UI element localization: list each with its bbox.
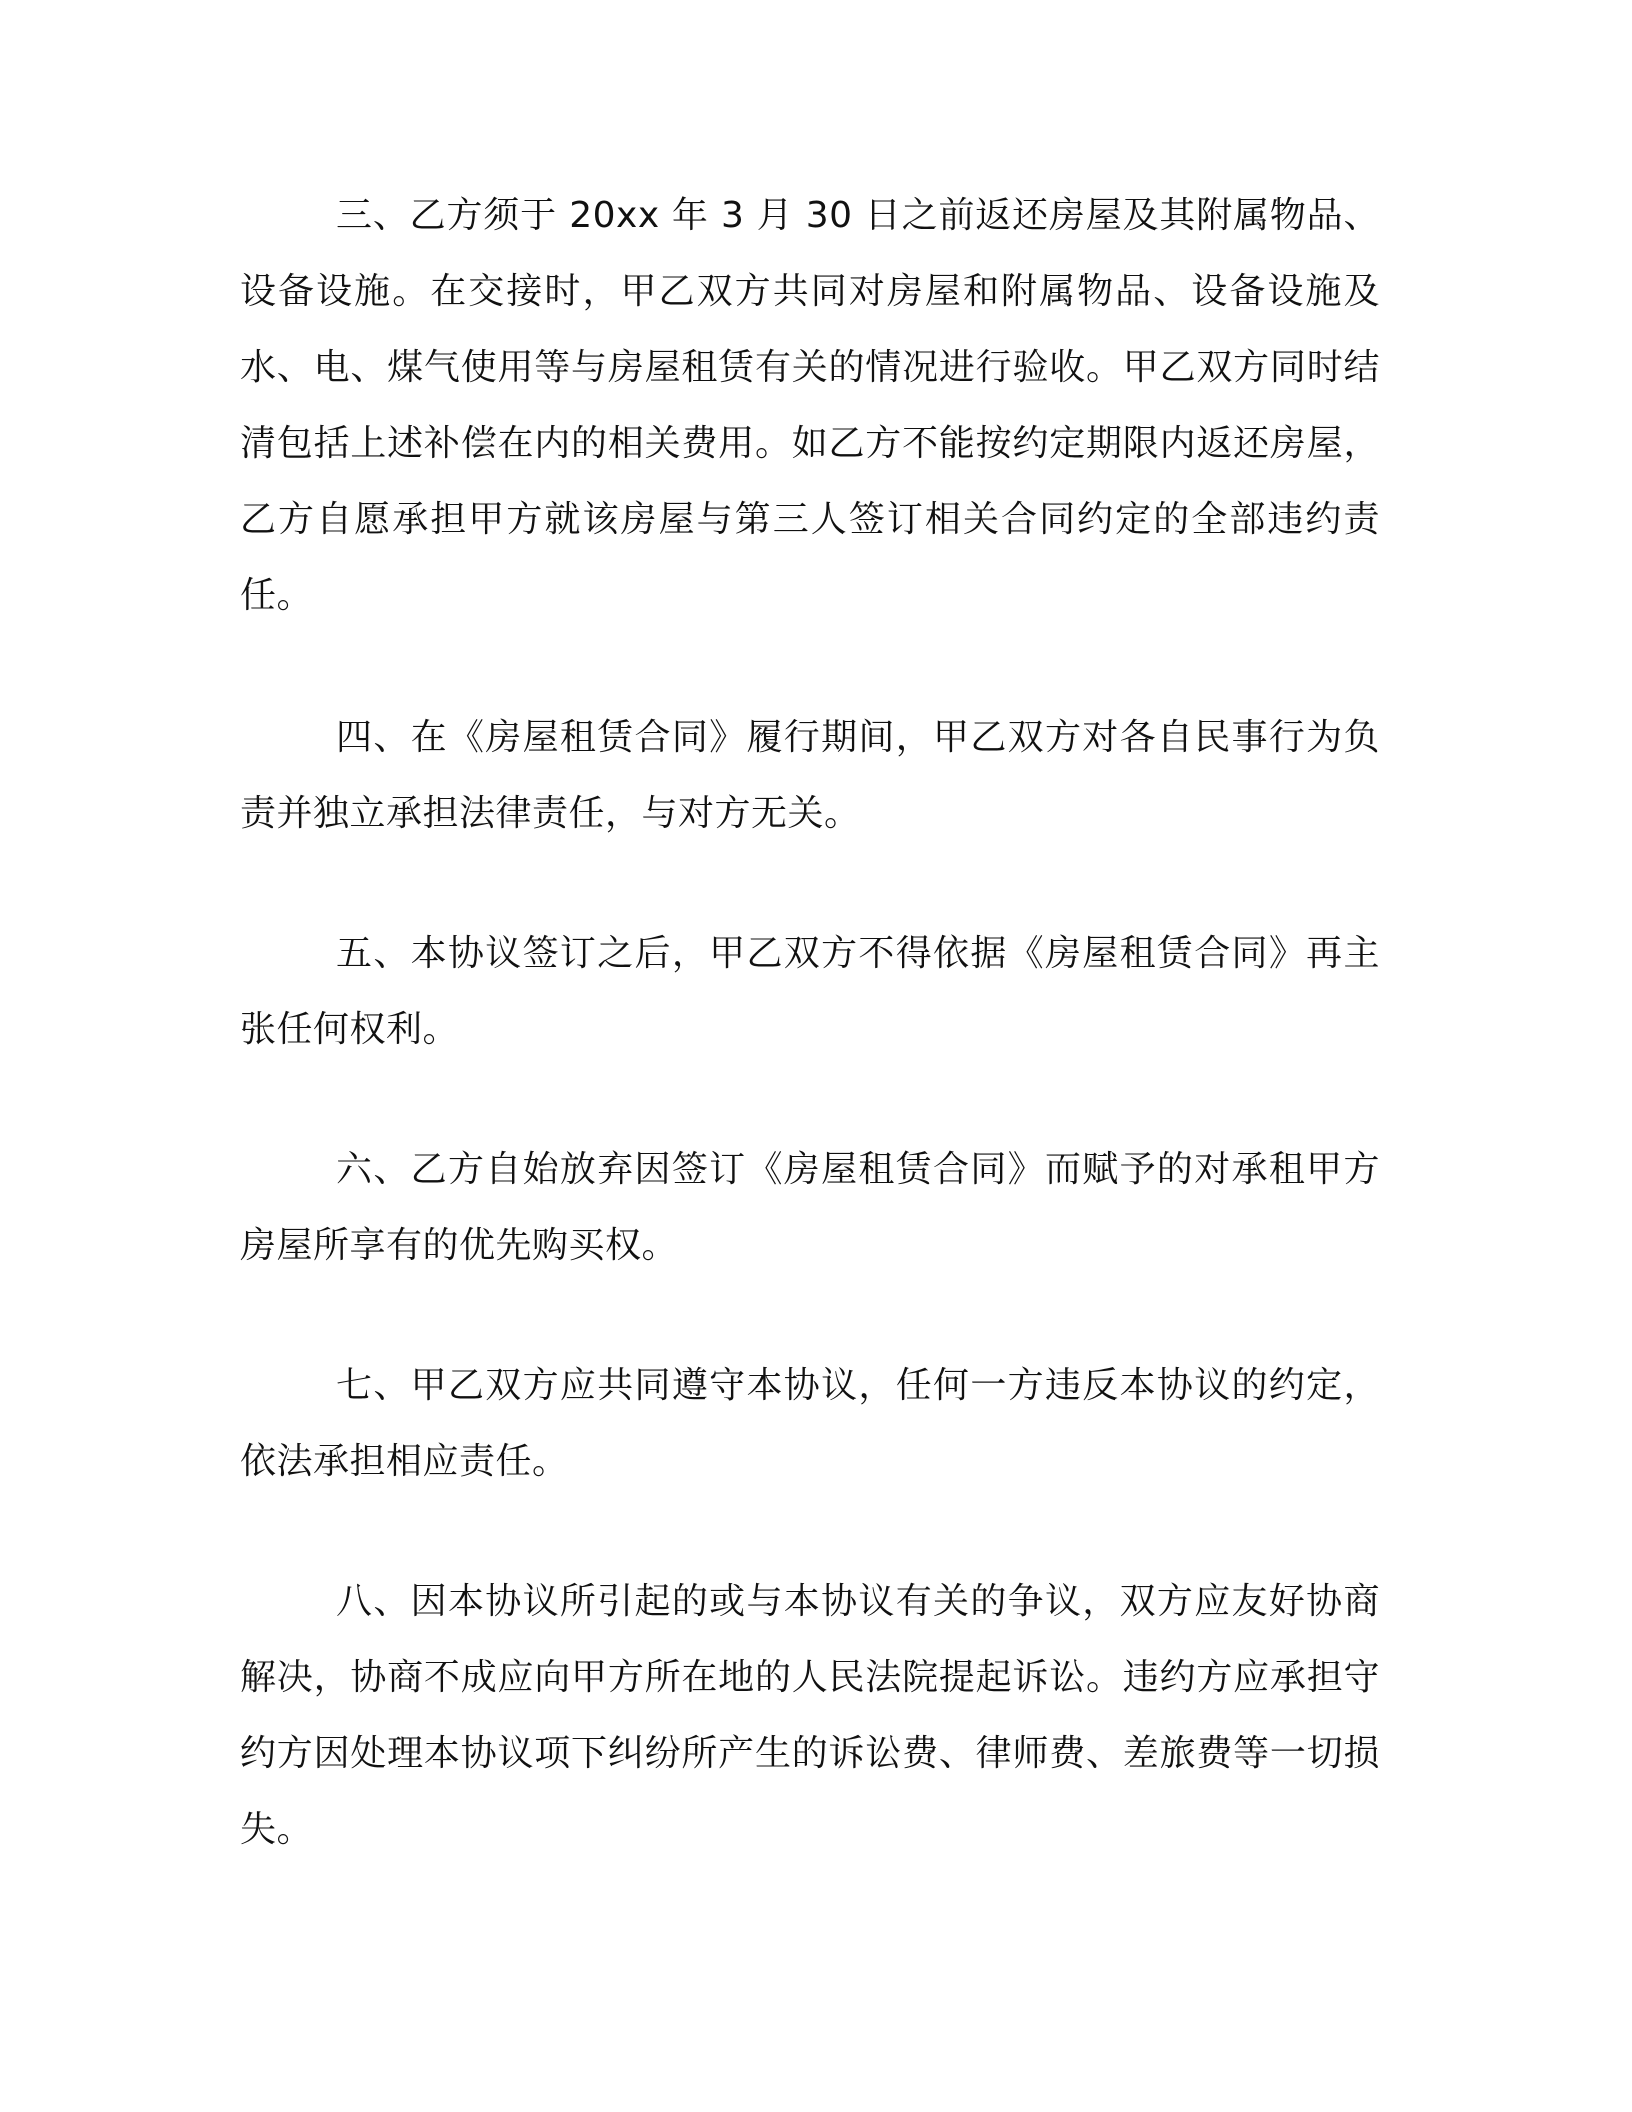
clause-6-paragraph: 六、乙方自始放弃因签订《房屋租赁合同》而赋予的对承租甲方房屋所享有的优先购买权。 xyxy=(240,1149,1380,1266)
document-body xyxy=(240,178,1380,1932)
clause-7-paragraph: 七、甲乙双方应共同遵守本协议，任何一方违反本协议的约定，依法承担相应责任。 xyxy=(240,1365,1380,1482)
clause-4-paragraph: 四、在《房屋租赁合同》履行期间，甲乙双方对各自民事行为负责并独立承担法律责任，与对方无关。 xyxy=(240,717,1380,834)
clause-5-paragraph: 五、本协议签订之后，甲乙双方不得依据《房屋租赁合同》再主张任何权利。 xyxy=(240,933,1380,1050)
clause-8-paragraph: 八、因本协议所引起的或与本协议有关的争议，双方应友好协商解决，协商不成应向甲方所在地的人民法院提起诉讼。违约方应承担守约方因处理本协议项下纠纷所产生的诉讼费、律师费、差旅费等一切损失。 xyxy=(240,1581,1380,1850)
clause-3-paragraph: 三、乙方须于 20xx 年 3 月 30 日之前返还房屋及其附属物品、设备设施。在交接时，甲乙双方共同对房屋和附属物品、设备设施及水、电、煤气使用等与房屋租赁有关的情况进行验收。甲乙双方同时结清包括上述补偿在内的相关费用。如乙方不能按约定期限内返还房屋，乙方自愿承担甲方就该房屋与第三人签订相关合同约定的全部违约责任。 xyxy=(240,195,1380,616)
